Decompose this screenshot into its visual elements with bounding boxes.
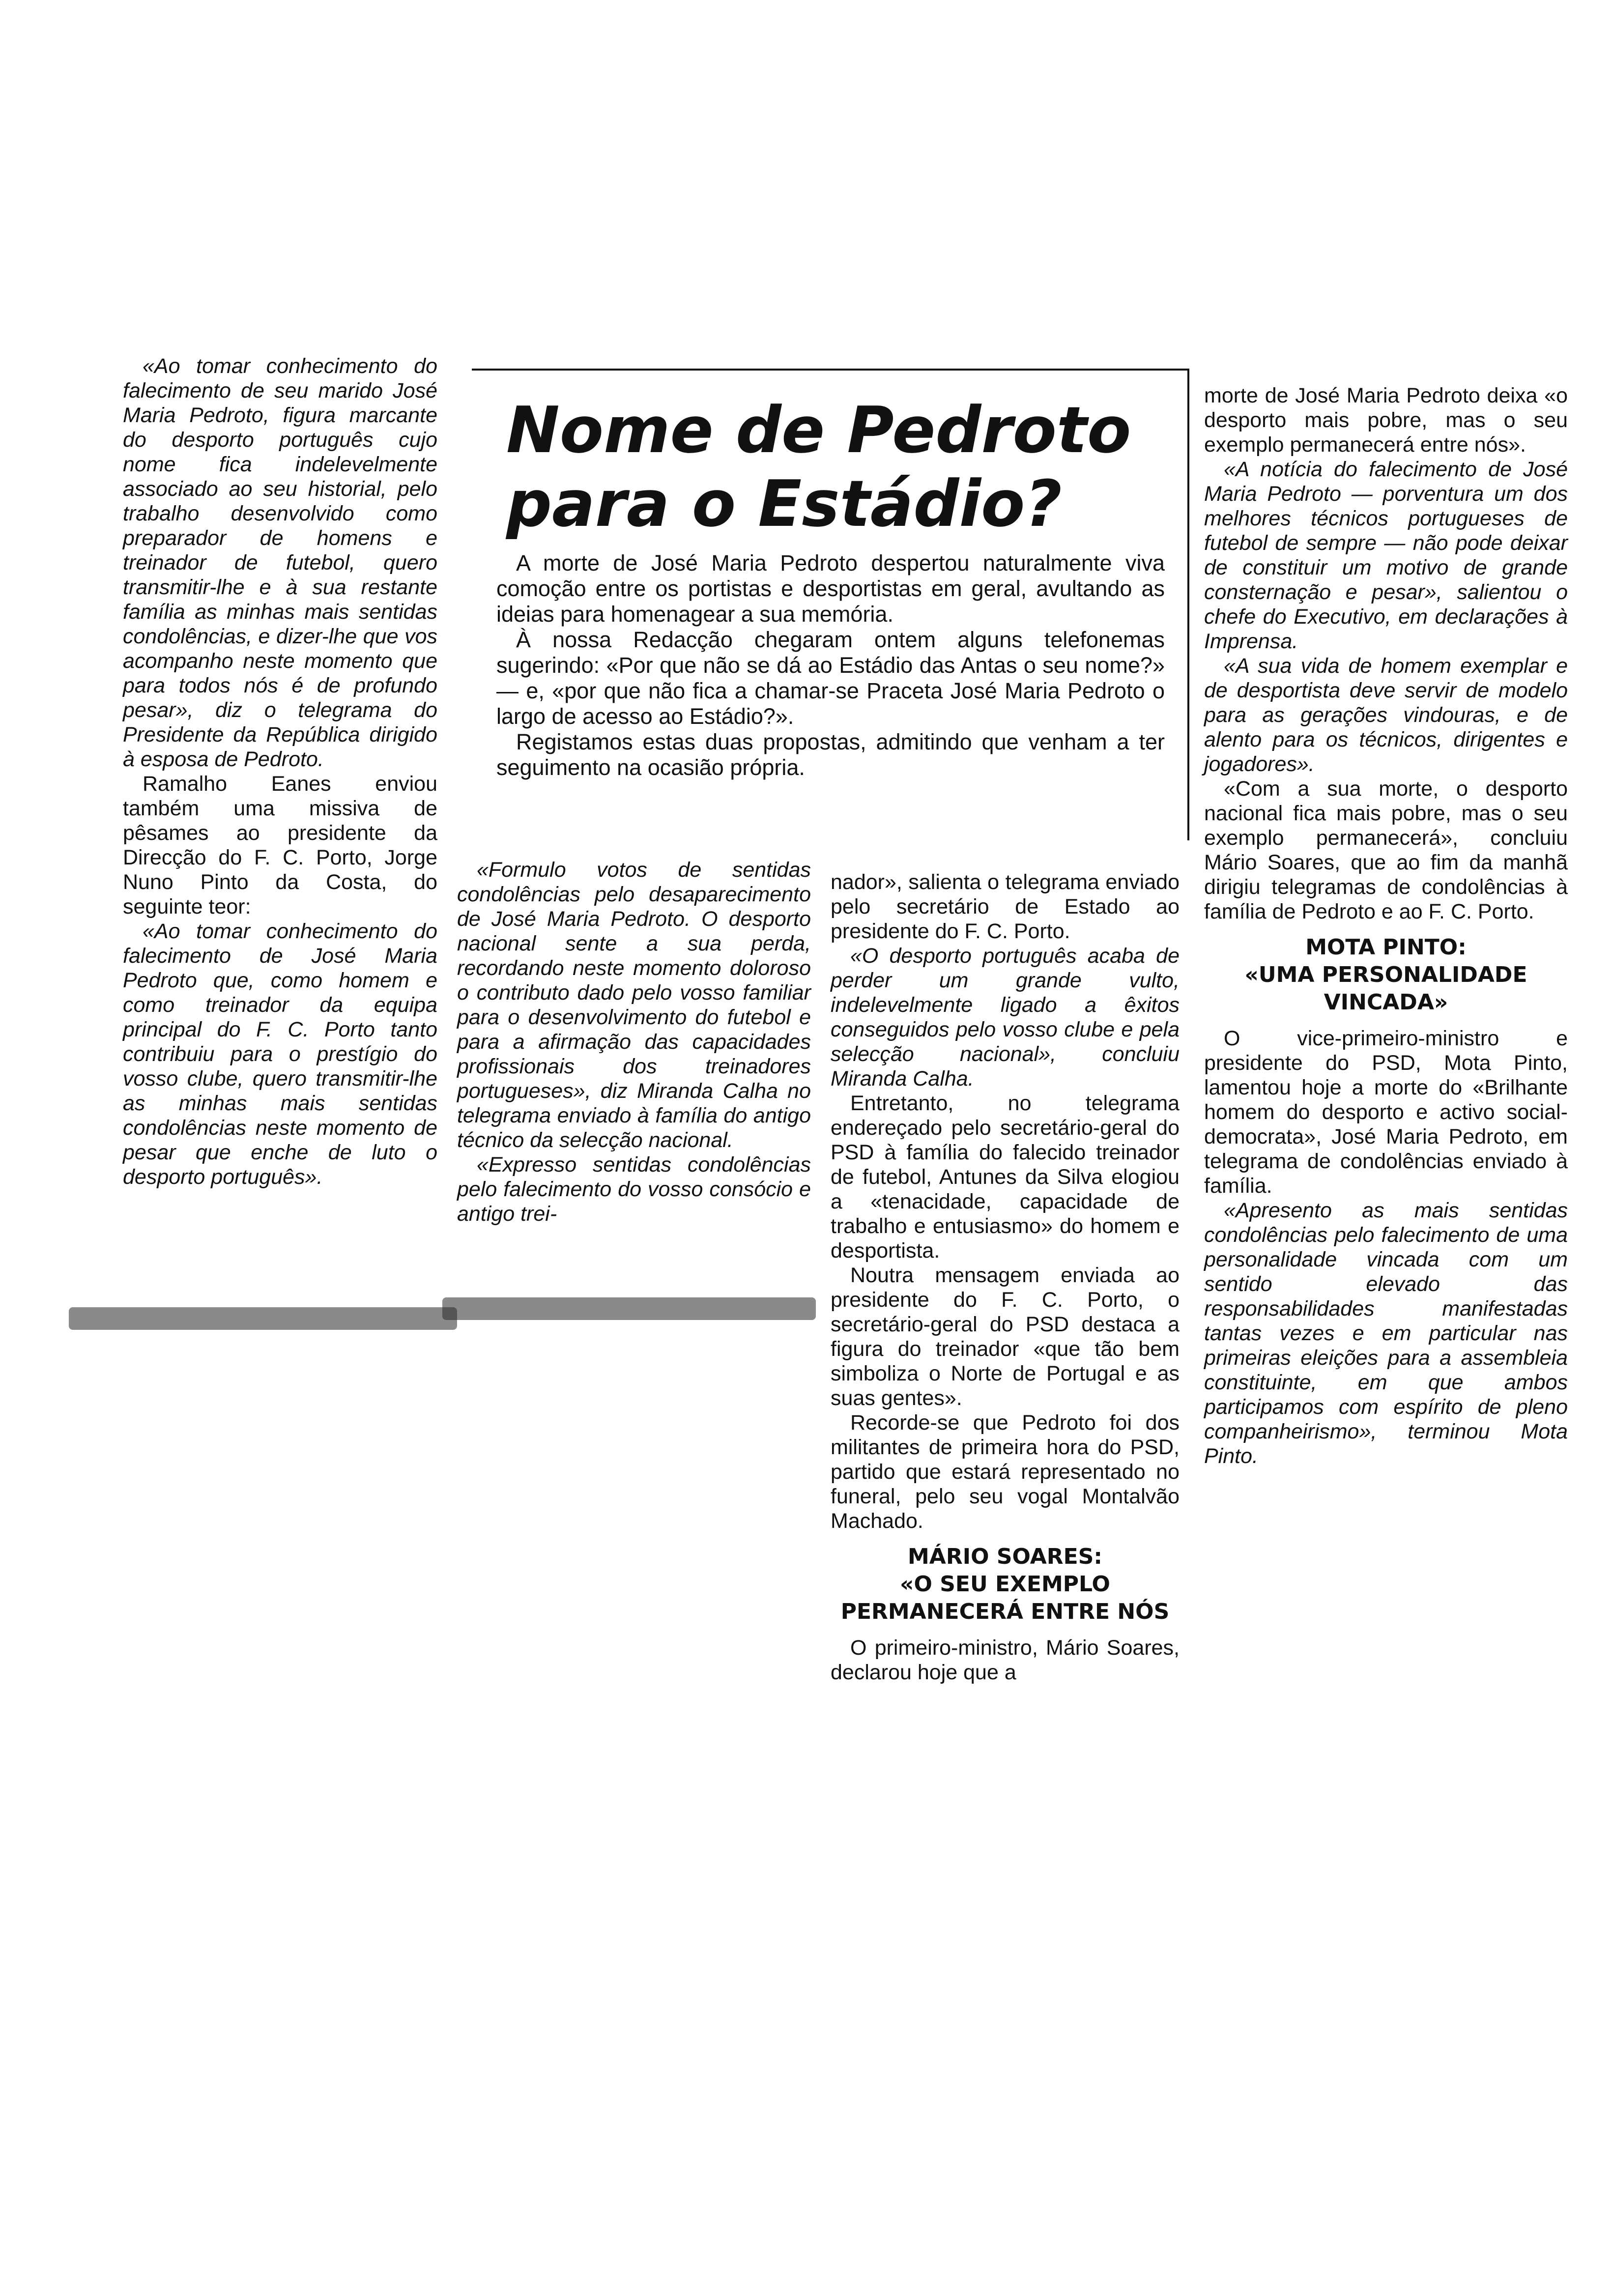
headline-line-1: Nome de Pedroto xyxy=(506,393,1131,467)
paragraph: «Ao tomar conhecimento do falecimento de seu marido José Maria Pedroto, figura marcante do desporto português cujo nome fica indelevelmente associado ao seu historial, pelo trabalho desenvolvido como preparador de homens e treinador de futebol, quero transmitir-lhe e à sua restante família as minhas mais sentidas condolências, e dizer-lhe que vos acompanho neste momento que para todos nós é de profundo pesar», diz o telegrama do Presidente da República dirigido à esposa de Pedroto. xyxy=(123,354,437,771)
paragraph: Registamos estas duas propostas, admitindo que venham a ter seguimento na ocasião própria. xyxy=(496,729,1165,780)
paragraph: «Apresento as mais sentidas condolências pelo falecimento de uma personalidade vincada com um sentido elevado das responsabilidades manifestadas tantas vezes e em particular nas primeiras eleições para a assembleia constituinte, em que ambos participamos com espírito de pleno companheirismo», terminou Mota Pinto. xyxy=(1204,1199,1568,1468)
paragraph: «A sua vida de homem exemplar e de desportista deve servir de modelo para as gerações vindouras, e de alento para os técnicos, dirigentes e jogadores». xyxy=(1204,654,1568,776)
paragraph: Noutra mensagem enviada ao presidente do F. C. Porto, o secretário-geral do PSD destaca a figura do treinador «que tão bem simboliza o Norte de Portugal e as suas gentes». xyxy=(831,1263,1180,1410)
article-column-3 xyxy=(831,870,1180,1685)
paragraph: O vice-primeiro-ministro e presidente do PSD, Mota Pinto, lamentou hoje a morte do «Brilhante homem do desporto e activo social-democrata», José Maria Pedroto, em telegrama de condolências enviado à família. xyxy=(1204,1027,1568,1198)
subheading-mario-soares: MÁRIO SOARES: «O SEU EXEMPLO PERMANECERÁ ENTRE NÓS xyxy=(840,1544,1170,1624)
subheading-mota-pinto: MOTA PINTO: «UMA PERSONALIDADE VINCADA» xyxy=(1244,935,1527,1015)
article-column-2 xyxy=(457,858,811,1226)
headline xyxy=(506,393,1145,541)
paragraph: morte de José Maria Pedroto deixa «o desporto mais pobre, mas o seu exemplo permanecerá entre nós». xyxy=(1204,384,1568,457)
paragraph: «Formulo votos de sentidas condolências pelo desaparecimento de José Maria Pedroto. O desporto nacional sente a sua perda, recordando neste momento doloroso o contributo dado pelo vosso familiar para o desenvolvimento do futebol e para a afirmação das capacidades profissionais dos treinadores portugueses», diz Miranda Calha no telegrama enviado à família do antigo técnico da selecção nacional. xyxy=(457,858,811,1152)
paragraph: O primeiro-ministro, Mário Soares, declarou hoje que a xyxy=(831,1636,1180,1684)
paragraph: «O desporto português acaba de perder um grande vulto, indelevelmente ligado a êxitos conseguidos pelo vosso clube e pela selecção nacional», concluiu Miranda Calha. xyxy=(831,944,1180,1091)
article-column-1 xyxy=(123,354,437,1189)
paragraph: A morte de José Maria Pedroto despertou naturalmente viva comoção entre os portistas e desportistas em geral, avultando as ideias para homenagear a sua memória. xyxy=(496,550,1165,627)
paragraph: Entretanto, no telegrama endereçado pelo secretário-geral do PSD à família do falecido treinador de futebol, Antunes da Silva elogiou a «tenacidade, capacidade de trabalho e entusiasmo» do homem e desportista. xyxy=(831,1091,1180,1263)
paragraph: «A notícia do falecimento de José Maria Pedroto — porventura um dos melhores técnicos portugueses de futebol de sempre — não pode deixar de constituir um motivo de grande consternação e pesar», salientou o chefe do Executivo, em declarações à Imprensa. xyxy=(1204,458,1568,653)
paragraph: À nossa Redacção chegaram ontem alguns telefonemas sugerindo: «Por que não se dá ao Estádio das Antas o seu nome?» — e, «por que não fica a chamar-se Praceta José Maria Pedroto o largo de acesso ao Estádio?». xyxy=(496,627,1165,729)
paragraph: «Ao tomar conhecimento do falecimento de José Maria Pedroto que, como homem e como treinador da equipa principal do F. C. Porto tanto contribuiu para o prestígio do vosso clube, quero transmitir-lhe as minhas mais sentidas condolências neste momento de pesar que enche de luto o desporto português». xyxy=(123,919,437,1189)
print-smudge xyxy=(69,1307,457,1330)
paragraph: nador», salienta o telegrama enviado pelo secretário de Estado ao presidente do F. C. Porto. xyxy=(831,870,1180,943)
paragraph: Recorde-se que Pedroto foi dos militantes de primeira hora do PSD, partido que estará representado no funeral, pelo seu vogal Montalvão Machado. xyxy=(831,1411,1180,1533)
boxed-article-body xyxy=(496,550,1165,780)
article-column-4 xyxy=(1204,383,1568,1468)
print-smudge xyxy=(442,1297,816,1320)
paragraph: Ramalho Eanes enviou também uma missiva de pêsames ao presidente da Direcção do F. C. Porto, Jorge Nuno Pinto da Costa, do seguinte teor: xyxy=(123,772,437,918)
paragraph: «Expresso sentidas condolências pelo falecimento do vosso consócio e antigo trei- xyxy=(457,1153,811,1226)
headline-line-2: para o Estádio? xyxy=(506,466,1062,541)
paragraph: «Com a sua morte, o desporto nacional fica mais pobre, mas o seu exemplo permanecerá», concluiu Mário Soares, que ao fim da manhã dirigiu telegramas de condolências à família de Pedroto e ao F. C. Porto. xyxy=(1204,777,1568,923)
